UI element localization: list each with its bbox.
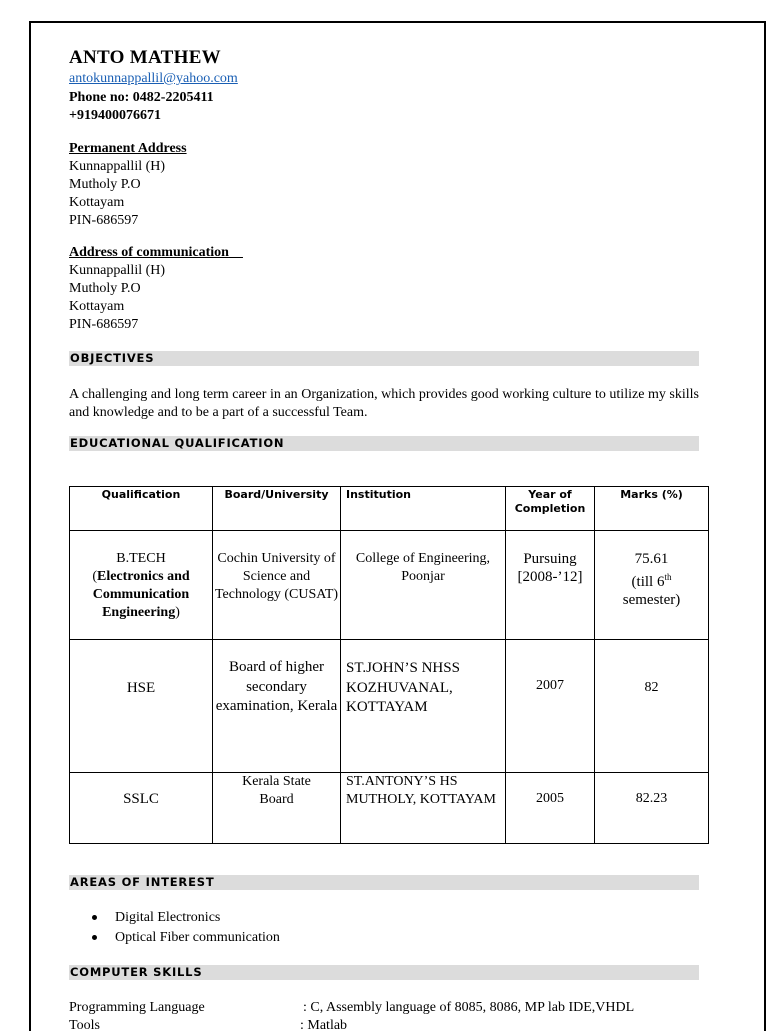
computer-skills-heading: COMPUTER SKILLS: [69, 965, 699, 980]
marks-cell: 82: [595, 640, 709, 773]
marks-note: (till 6th: [631, 572, 672, 590]
table-row: [70, 640, 709, 773]
candidate-name: ANTO MATHEW: [69, 47, 221, 68]
qualification-cell: HSE: [70, 640, 213, 773]
communication-address-heading: Address of communication: [69, 245, 229, 260]
mobile-number: +919400076671: [69, 108, 161, 123]
board-cell: Kerala State Board: [213, 773, 341, 844]
column-header: Institution: [341, 487, 506, 531]
list-item: Digital Electronics: [115, 910, 221, 925]
table-row: [70, 773, 709, 844]
list-item: Optical Fiber communication: [115, 930, 280, 945]
education-table: [69, 486, 709, 844]
column-header: Year of Completion: [506, 487, 595, 531]
email-link[interactable]: antokunnappallil@yahoo.com: [69, 71, 238, 86]
permanent-address-heading: Permanent Address: [69, 141, 187, 156]
year-cell: 2007: [506, 640, 595, 773]
address-line: Kottayam: [69, 195, 125, 210]
year-cell: 2005: [506, 773, 595, 844]
board-cell: Cochin University of Science and Technology (CUSAT): [213, 531, 341, 640]
address-line: Kunnappallil (H): [69, 263, 166, 278]
bullet-icon: [92, 935, 97, 940]
objectives-heading: OBJECTIVES: [69, 351, 699, 366]
year-cell: Pursuing [2008-’12]: [506, 531, 595, 640]
column-header: Qualification: [70, 487, 213, 531]
board-cell: Board of higher secondary examination, Kerala: [213, 640, 341, 773]
table-header-row: [70, 487, 709, 531]
skill-label: Tools: [69, 1018, 100, 1033]
column-header: Board/University: [213, 487, 341, 531]
areas-of-interest-heading: AREAS OF INTEREST: [69, 875, 699, 890]
institution-cell: ST.ANTONY’S HS MUTHOLY, KOTTAYAM: [341, 773, 506, 844]
address-line: Mutholy P.O: [69, 177, 141, 192]
skill-value: : Matlab: [300, 1018, 348, 1033]
marks-cell: 82.23: [595, 773, 709, 844]
column-header: Marks (%): [595, 487, 709, 531]
address-line: Kottayam: [69, 299, 125, 314]
address-line: PIN-686597: [69, 213, 139, 228]
address-line: Mutholy P.O: [69, 281, 141, 296]
skill-value: : C, Assembly language of 8085, 8086, MP lab IDE,VHDL: [303, 1000, 635, 1015]
phone-number: Phone no: 0482-2205411: [69, 90, 214, 105]
qualification-name: B.TECH: [116, 551, 166, 566]
address-line: Kunnappallil (H): [69, 159, 166, 174]
marks-cell: [595, 531, 709, 640]
skill-label: Programming Language: [69, 1000, 205, 1015]
address-line: PIN-686597: [69, 317, 139, 332]
objectives-text: A challenging and long term career in an Organization, which provides good working culture to utilize my skills and knowledge and to be a part of a successful Team.: [69, 387, 699, 420]
table-row: [70, 531, 709, 640]
qualification-cell: SSLC: [70, 773, 213, 844]
education-heading: EDUCATIONAL QUALIFICATION: [69, 436, 699, 451]
bullet-icon: [92, 915, 97, 920]
qualification-specialization: (Electronics and Communication Engineering): [92, 569, 190, 620]
qualification-cell: [70, 531, 213, 640]
institution-cell: College of Engineering, Poonjar: [341, 531, 506, 640]
institution-cell: ST.JOHN’S NHSS KOZHUVANAL, KOTTAYAM: [341, 640, 506, 773]
marks-value: 75.61: [634, 551, 669, 567]
marks-note: semester): [622, 592, 681, 608]
